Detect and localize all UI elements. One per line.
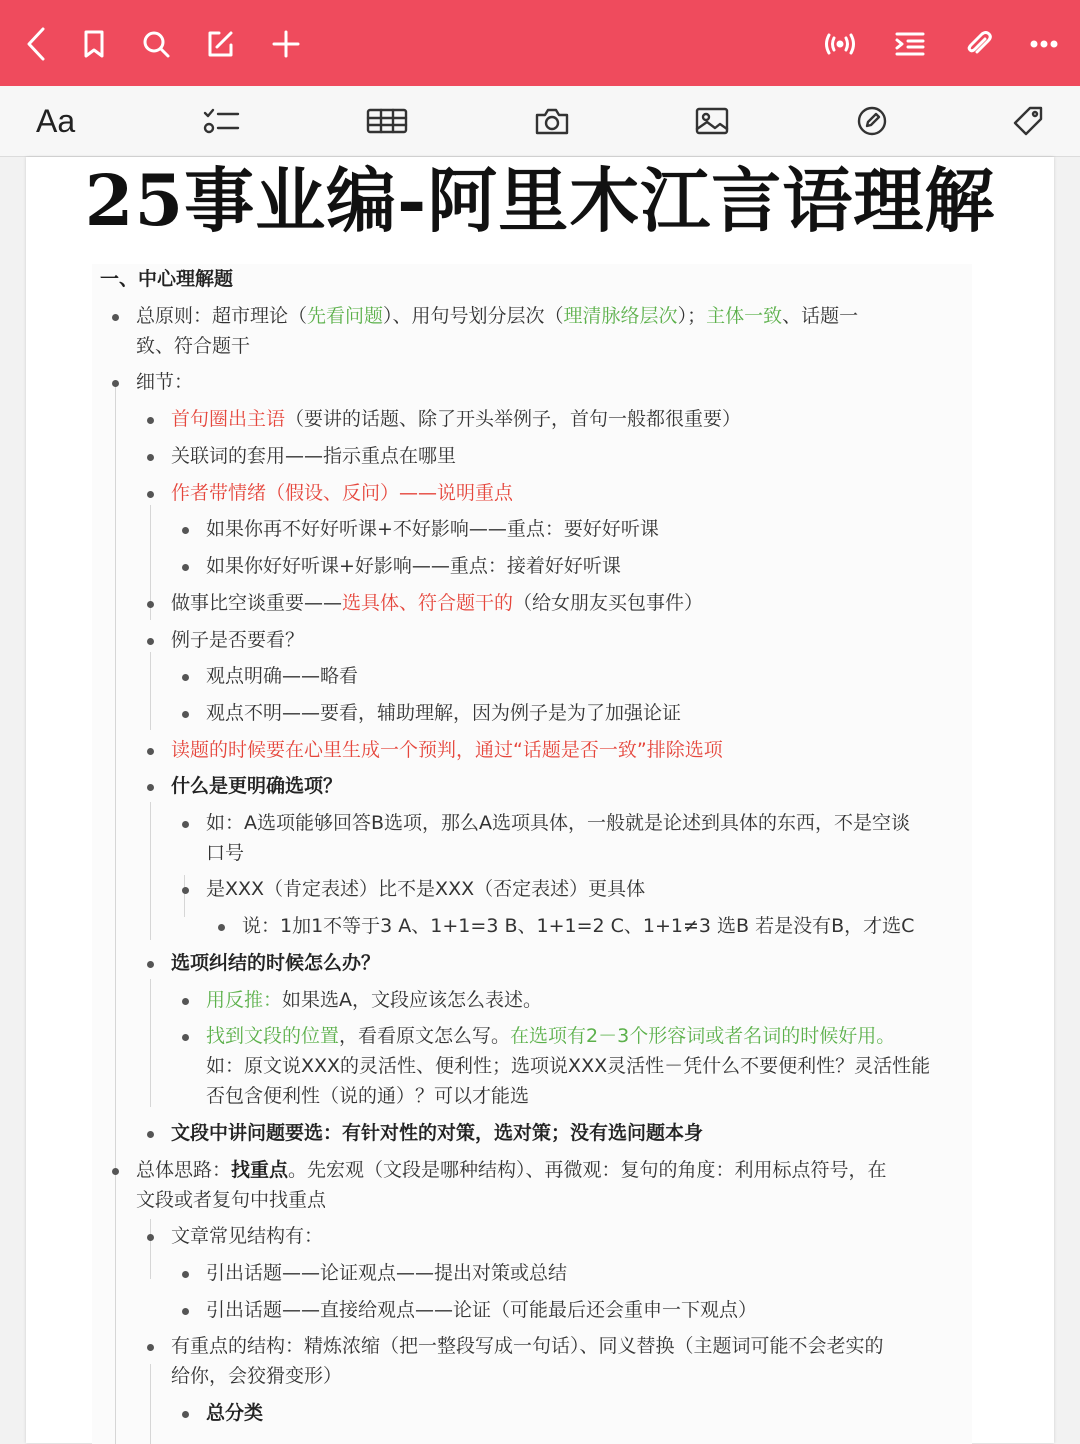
tree-line <box>184 875 185 917</box>
more-icon <box>1029 39 1059 49</box>
bullet <box>147 784 154 791</box>
list-item: 找到文段的位置，看看原文怎么写。在选项有2－3个形容词或者名词的时候好用。 <box>206 1025 896 1047</box>
bullet <box>182 1308 189 1315</box>
bullet <box>112 314 119 321</box>
bullet <box>147 961 154 968</box>
tree-line <box>115 1314 116 1444</box>
edit-button[interactable] <box>198 22 242 66</box>
table-icon <box>366 107 408 135</box>
paperclip-icon <box>963 29 993 59</box>
list-item: 引出话题——直接给观点——论证（可能最后还会重申一下观点） <box>206 1299 758 1321</box>
list-item: 如：A选项能够回答B选项，那么A选项具体，一般就是论述到具体的东西，不是空谈 <box>206 812 911 834</box>
bullet <box>182 527 189 534</box>
search-button[interactable] <box>134 22 178 66</box>
bullet <box>147 454 154 461</box>
list-item: 选项纠结的时候怎么办？ <box>171 952 381 974</box>
bullet <box>147 491 154 498</box>
bullet <box>147 417 154 424</box>
top-navigation-bar <box>0 0 1080 86</box>
list-item: 说：1加1不等于3 A、1+1=3 B、1+1=2 C、1+1≠3 选B 若是没有B，才选C <box>242 915 915 937</box>
pen-icon <box>856 105 888 137</box>
bullet <box>182 998 189 1005</box>
audio-button[interactable] <box>818 22 862 66</box>
checklist-button[interactable] <box>202 98 240 144</box>
notes-image <box>92 264 972 1444</box>
list-item: 观点不明——要看，辅助理解，因为例子是为了加强论证 <box>206 702 682 724</box>
list-item: 如果你好好听课+好影响——重点：接着好好听课 <box>206 555 621 577</box>
list-item: 文章常见结构有： <box>171 1225 324 1247</box>
bullet <box>182 1034 189 1041</box>
tree-line <box>150 652 151 730</box>
document-page <box>26 157 1054 1443</box>
tag-button[interactable] <box>1012 98 1044 144</box>
list-item: 总原则：超市理论（先看问题）、用句号划分层次（理清脉络层次）；主体一致、话题一 <box>136 305 859 327</box>
list-item: 观点明确——略看 <box>206 665 359 687</box>
list-item: 是XXX（肯定表述）比不是XXX（否定表述）更具体 <box>206 878 646 900</box>
bullet <box>112 380 119 387</box>
list-item-continued: 如：原文说XXX的灵活性、便利性；选项说XXX灵活性－凭什么不要便利性？灵活性能 <box>206 1055 931 1077</box>
list-item: 关联词的套用——指示重点在哪里 <box>171 445 457 467</box>
chevron-left-icon <box>21 26 51 62</box>
bullet <box>182 711 189 718</box>
pen-button[interactable] <box>856 98 888 144</box>
table-button[interactable] <box>366 98 408 144</box>
add-button[interactable] <box>264 22 308 66</box>
bullet <box>147 1131 154 1138</box>
bullet <box>147 1234 154 1241</box>
text-format-button[interactable]: Aa <box>36 102 76 139</box>
more-button[interactable] <box>1022 22 1066 66</box>
bullet <box>147 748 154 755</box>
tree-line <box>150 1219 151 1279</box>
plus-icon <box>271 29 301 59</box>
bullet <box>147 638 154 645</box>
bullet <box>182 564 189 571</box>
list-item-continued: 致、符合题干 <box>136 335 251 357</box>
list-item: 例子是否要看？ <box>171 629 305 651</box>
bullet <box>147 1344 154 1351</box>
list-item: 文段中讲问题要选：有针对性的对策，选对策；没有选问题本身 <box>171 1122 704 1144</box>
bullet <box>182 674 189 681</box>
image-button[interactable] <box>694 98 730 144</box>
list-item: 读题的时候要在心里生成一个预判，通过“话题是否一致”排除选项 <box>171 739 723 761</box>
section-heading: 一、中心理解题 <box>100 268 234 290</box>
tree-line <box>115 381 116 1444</box>
list-item: 如果你再不好好听课+不好影响——重点：要好好听课 <box>206 518 659 540</box>
camera-icon <box>534 106 570 136</box>
attach-button[interactable] <box>956 22 1000 66</box>
bullet <box>182 821 189 828</box>
bullet <box>112 1168 119 1175</box>
list-item: 细节： <box>136 371 194 393</box>
list-item: 引出话题——论证观点——提出对策或总结 <box>206 1262 568 1284</box>
list-item: 用反推：如果选A，文段应该怎么表述。 <box>206 989 543 1011</box>
list-item: 总体思路：找重点。先宏观（文段是哪种结构）、再微观：复句的角度：利用标点符号，在 <box>136 1159 887 1181</box>
list-item: 总分类 <box>206 1402 264 1424</box>
outline-button[interactable] <box>888 22 932 66</box>
page-title: 25事业编-阿里木江言语理解 <box>84 159 996 242</box>
bookmark-icon <box>81 29 107 59</box>
list-item-continued: 口号 <box>206 842 245 864</box>
list-item: 什么是更明确选项？ <box>171 775 343 797</box>
bullet <box>147 601 154 608</box>
back-button[interactable] <box>14 22 58 66</box>
list-item-continued: 否包含便利性（说的通）？可以才能选 <box>206 1085 530 1107</box>
tag-icon <box>1012 105 1044 137</box>
bullet <box>218 924 225 931</box>
bookmark-button[interactable] <box>72 22 116 66</box>
tree-line <box>150 1364 151 1444</box>
checklist-icon <box>202 106 240 136</box>
tree-line <box>150 979 151 1107</box>
bullet <box>182 1411 189 1418</box>
broadcast-icon <box>823 32 857 56</box>
bullet <box>182 887 189 894</box>
image-icon <box>694 106 730 136</box>
list-item-continued: 给你，会狡猾变形） <box>171 1365 343 1387</box>
camera-button[interactable] <box>534 98 570 144</box>
list-item-continued: 文段或者复句中找重点 <box>136 1189 327 1211</box>
list-item: 做事比空谈重要——选具体、符合题干的（给女朋友买包事件） <box>171 592 704 614</box>
search-icon <box>141 29 171 59</box>
list-item: 有重点的结构：精炼浓缩（把一整段写成一句话）、同义替换（主题词可能不会老实的 <box>171 1335 884 1357</box>
list-item: 作者带情绪（假设、反问）——说明重点 <box>171 482 514 504</box>
edit-icon <box>205 29 235 59</box>
bullet <box>182 1271 189 1278</box>
tree-line <box>150 802 151 940</box>
list-item: 首句圈出主语（要讲的话题、除了开头举例子，首句一般都很重要） <box>171 408 742 430</box>
outline-icon <box>894 30 926 58</box>
format-toolbar <box>0 86 1080 157</box>
